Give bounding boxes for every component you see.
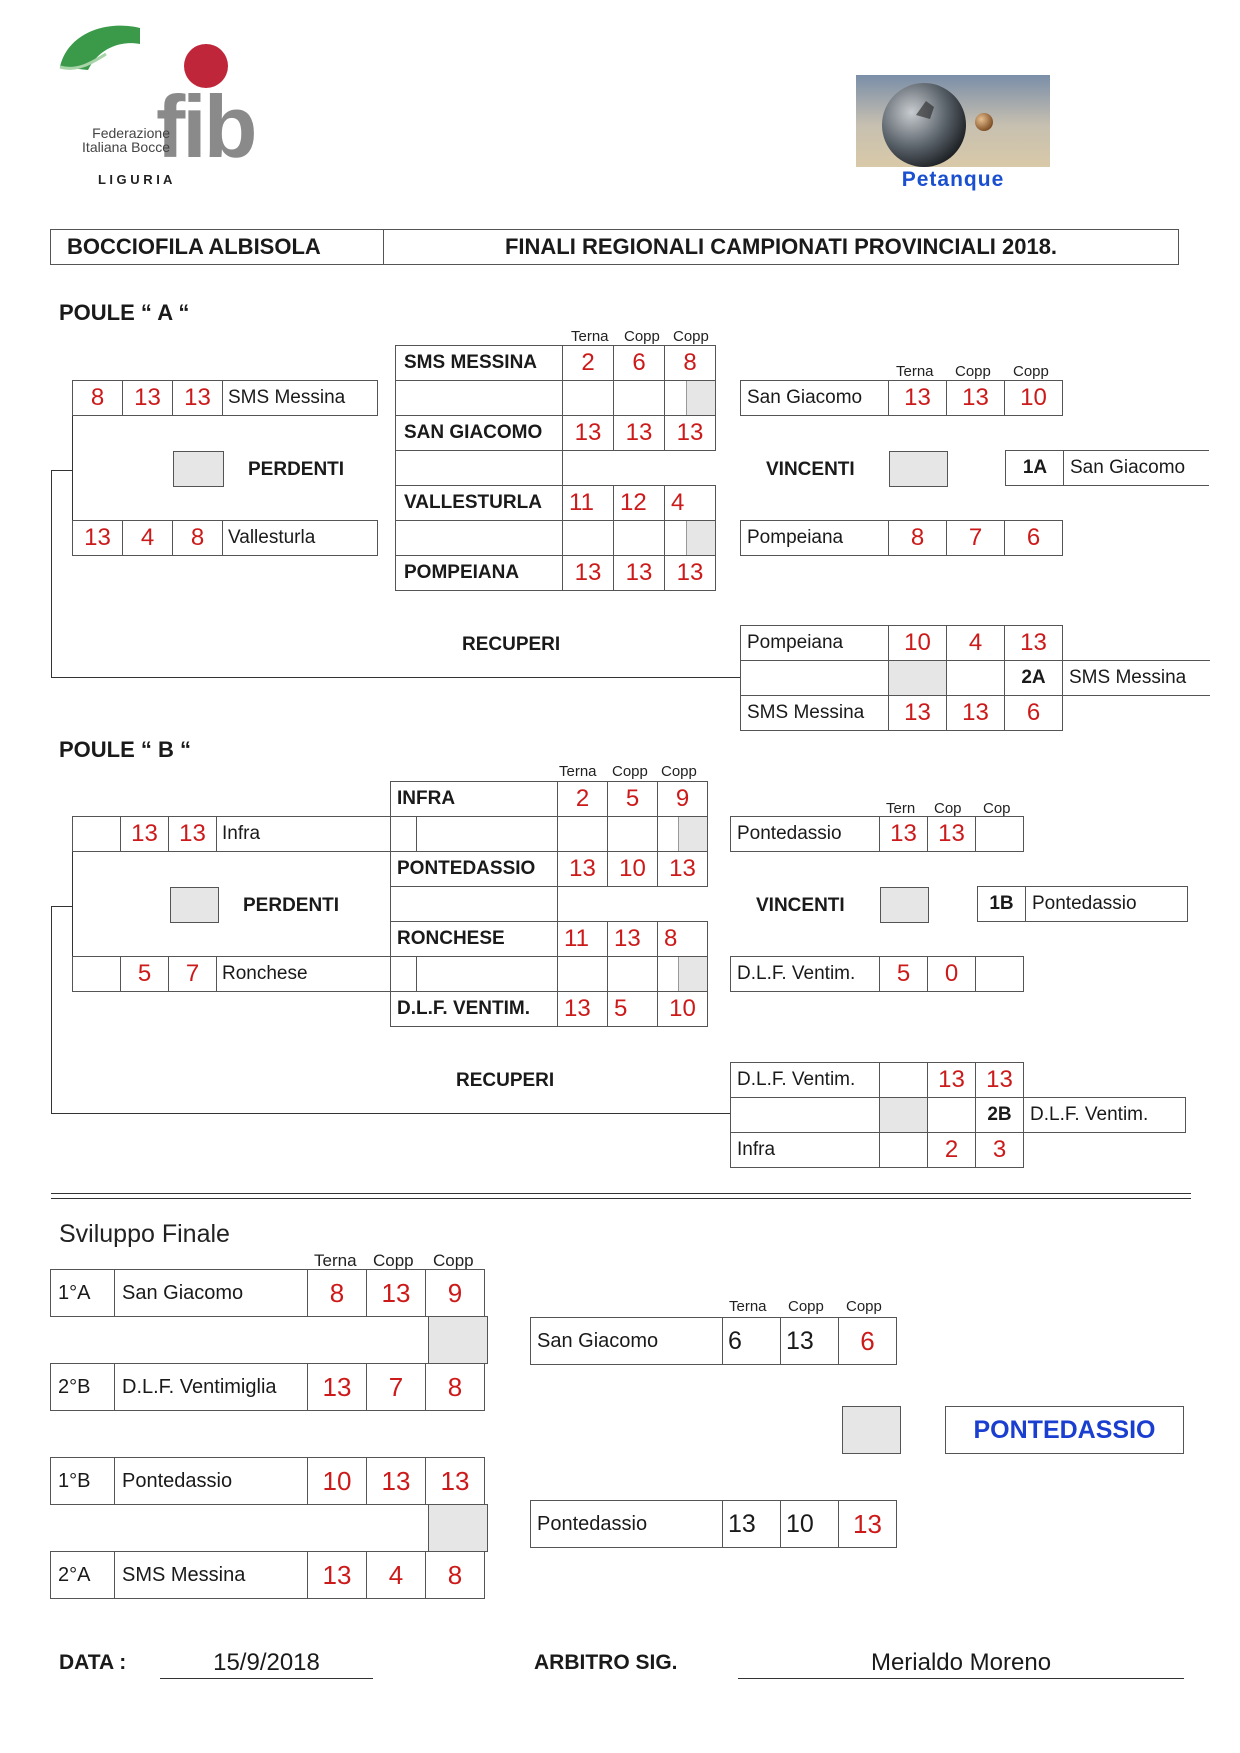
poule-b-hdr-copp1: Copp bbox=[612, 763, 648, 780]
semi-row: 2°A SMS Messina 13 4 8 bbox=[51, 1552, 485, 1599]
poule-b-win-hdr-cop2: Cop bbox=[983, 800, 1011, 817]
poule-b-winner-row: Pontedassio 13 13 bbox=[731, 817, 1024, 852]
semi-row: 2°B D.L.F. Ventimiglia 13 7 8 bbox=[51, 1364, 485, 1411]
poule-a-title: POULE “ A “ bbox=[59, 300, 190, 325]
champion-name: PONTEDASSIO bbox=[973, 1415, 1156, 1444]
poule-b-vincenti-label: VINCENTI bbox=[756, 895, 845, 916]
poule-a-loser-row: 13 4 8 Vallesturla bbox=[73, 521, 378, 556]
final-hdr-terna: Terna bbox=[729, 1298, 767, 1315]
svg-text:fib: fib bbox=[156, 77, 255, 176]
poule-a-win-hdr-copp2: Copp bbox=[1013, 363, 1049, 380]
finals-hdr-terna: Terna bbox=[314, 1251, 357, 1270]
event-title: FINALI REGIONALI CAMPIONATI PROVINCIALI 2018. bbox=[383, 229, 1179, 265]
poule-b-second-place: 2B D.L.F. Ventim. bbox=[731, 1098, 1186, 1133]
poule-a-win-hdr-terna: Terna bbox=[896, 363, 934, 380]
poule-b-recuperi-label: RECUPERI bbox=[456, 1070, 555, 1091]
petanque-image bbox=[856, 75, 1050, 167]
poule-b-win-hdr-cop1: Cop bbox=[934, 800, 962, 817]
poule-a-hdr-copp1: Copp bbox=[624, 328, 660, 345]
section-divider bbox=[51, 1193, 1191, 1194]
poule-b-title: POULE “ B “ bbox=[59, 737, 192, 762]
poule-b-hdr-terna: Terna bbox=[559, 763, 597, 780]
semi-row: 1°A San Giacomo 8 13 9 bbox=[51, 1270, 485, 1317]
poule-b-perdenti-label: PERDENTI bbox=[243, 895, 340, 916]
poule-a-perdenti-label: PERDENTI bbox=[248, 459, 345, 480]
discipline-label: Petanque bbox=[901, 168, 1005, 191]
poule-b-loser-row: 5 7 Ronchese bbox=[73, 957, 417, 992]
poule-a-perdenti-box bbox=[173, 451, 224, 487]
header-bar bbox=[51, 230, 1179, 265]
poule-a-loser-row: 8 13 13 SMS Messina bbox=[73, 381, 378, 416]
club-name: BOCCIOFILA ALBISOLA bbox=[50, 229, 384, 265]
poule-b-first-place: 1B Pontedassio bbox=[978, 887, 1188, 922]
poule-a-vincenti-box bbox=[889, 451, 948, 487]
final-row: Pontedassio 13 10 13 bbox=[531, 1501, 897, 1548]
poule-b-hdr-copp2: Copp bbox=[661, 763, 697, 780]
poule-b-recovery-row: Infra 2 3 bbox=[731, 1133, 1024, 1168]
date-label: DATA : bbox=[59, 1651, 127, 1674]
poule-a-winner-row: Pompeiana 8 7 6 bbox=[741, 521, 1063, 556]
semi-row: 1°B Pontedassio 10 13 13 bbox=[51, 1458, 485, 1505]
poule-a-recovery-row: Pompeiana 10 4 13 bbox=[741, 626, 1063, 661]
org-line2: Italiana Bocce bbox=[82, 139, 170, 155]
poule-b-win-hdr-tern: Tern bbox=[886, 800, 916, 817]
poule-b-recovery-row: D.L.F. Ventim. 13 13 bbox=[731, 1063, 1024, 1098]
region-label: L I G U R I A bbox=[98, 172, 173, 187]
org-line1: Federazione bbox=[92, 125, 170, 141]
poule-a-winner-row: San Giacomo 13 13 10 bbox=[741, 381, 1063, 416]
referee-label: ARBITRO SIG. bbox=[534, 1651, 678, 1674]
poule-b-vincenti-box bbox=[880, 887, 929, 923]
poule-a-first-place: 1A San Giacomo bbox=[1006, 451, 1209, 486]
referee-name: Merialdo Moreno bbox=[738, 1649, 1184, 1679]
champion-box bbox=[945, 1406, 1184, 1454]
poule-a-recovery-row: SMS Messina 13 13 6 bbox=[741, 696, 1063, 731]
fib-logo-graphic bbox=[58, 22, 298, 192]
poule-a-second-place: 2A SMS Messina bbox=[741, 661, 1210, 696]
final-winner-marker bbox=[842, 1406, 901, 1454]
poule-a-recuperi-label: RECUPERI bbox=[462, 634, 561, 655]
final-row: San Giacomo 6 13 6 bbox=[531, 1318, 897, 1365]
finals-hdr-copp2: Copp bbox=[433, 1251, 474, 1270]
final-hdr-copp1: Copp bbox=[788, 1298, 824, 1315]
poule-a-hdr-terna: Terna bbox=[571, 328, 609, 345]
fib-logo bbox=[58, 22, 298, 192]
poule-a-vincenti-label: VINCENTI bbox=[766, 459, 855, 480]
date-value: 15/9/2018 bbox=[160, 1649, 373, 1679]
poule-b-winner-row: D.L.F. Ventim. 5 0 bbox=[731, 957, 1024, 992]
poule-b-loser-row: 13 13 Infra bbox=[73, 817, 417, 852]
final-hdr-copp2: Copp bbox=[846, 1298, 882, 1315]
poule-a-hdr-copp2: Copp bbox=[673, 328, 709, 345]
poule-b-perdenti-box bbox=[170, 887, 219, 923]
finals-hdr-copp1: Copp bbox=[373, 1251, 414, 1270]
finals-title: Sviluppo Finale bbox=[59, 1220, 230, 1248]
poule-a-win-hdr-copp1: Copp bbox=[955, 363, 991, 380]
